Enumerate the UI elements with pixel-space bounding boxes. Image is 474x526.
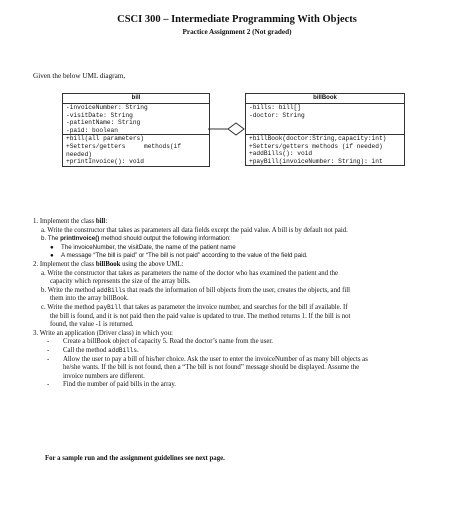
driver-step-cont: invoice numbers are different. xyxy=(63,372,145,380)
bullet-text: The invoiceNumber, the visitDate, the name of the patient name xyxy=(61,243,236,251)
uml-method: +Setters/getters methods(if xyxy=(66,142,182,150)
driver-step xyxy=(33,338,453,347)
uml-attribute: -patientName: String xyxy=(66,119,141,127)
uml-attribute: -bills: bill[] xyxy=(249,104,301,111)
task-2c xyxy=(33,304,453,313)
driver-step-cont: he/she wants. If the bill is not found, then a “The bill is not found” message should be displayed. Assume the xyxy=(63,364,360,372)
task-number: 1. xyxy=(33,218,39,225)
task-2 xyxy=(33,261,453,270)
aggregation-connector xyxy=(208,121,245,137)
dash-marker: - xyxy=(47,338,50,346)
intro-text: Given the below UML diagram, xyxy=(33,72,126,80)
step-text: Find the number of paid bills in the array. xyxy=(63,381,177,389)
uml-methods xyxy=(63,135,209,165)
task-text: b. The xyxy=(41,235,61,243)
driver-step xyxy=(33,347,453,356)
task-number: 3. xyxy=(33,329,39,337)
task-text: using the above UML: xyxy=(120,260,184,268)
footer-note: For a sample run and the assignment guidelines see next page. xyxy=(45,455,225,462)
uml-class-bill xyxy=(62,93,210,167)
uml-attribute: -paid: boolean xyxy=(66,126,118,134)
task-text: Implement the class xyxy=(39,218,96,225)
task-2a-cont: capacity which represents the size of the array bills. xyxy=(50,278,191,286)
uml-attributes xyxy=(63,104,209,135)
task-text: that reads the information of bill objects from the user, creates the objects, and fill xyxy=(125,286,351,294)
task-2b xyxy=(33,287,453,296)
bullet-icon: ● xyxy=(50,252,54,260)
driver-step xyxy=(33,356,453,365)
page-title: CSCI 300 – Intermediate Programming With Objects xyxy=(117,14,357,25)
task-text: method should output the following information: xyxy=(99,235,231,243)
step-text: Call the method xyxy=(63,346,109,354)
method-code: addBills xyxy=(96,286,126,294)
uml-method: +printInvoice(): void xyxy=(66,158,144,166)
dash-marker: - xyxy=(47,381,50,389)
method-name-bold: printInvoice() xyxy=(60,235,100,243)
task-text: : xyxy=(105,218,108,225)
page-subtitle: Practice Assignment 2 (Not graded) xyxy=(182,28,292,36)
dash-marker: - xyxy=(47,346,50,354)
task-text: Implement the class xyxy=(39,260,96,268)
task-3 xyxy=(33,330,453,339)
bullet-text: A message “The bill is paid” or “The bill is not paid” according to the value of the field paid. xyxy=(61,252,308,260)
step-text: . xyxy=(136,346,139,354)
bullet-icon: ● xyxy=(50,243,54,251)
task-2b-cont: them into the array billBook. xyxy=(50,295,129,303)
task-list xyxy=(33,218,453,390)
uml-attribute: -visitDate: String xyxy=(66,111,133,119)
uml-attribute: -invoiceNumber: String xyxy=(66,104,148,111)
uml-method: +bill(all parameters) xyxy=(66,135,144,143)
uml-method: +billBook(doctor:String,capacity:int) xyxy=(249,135,387,142)
uml-class-name: bill xyxy=(63,94,209,104)
task-1b xyxy=(33,235,453,244)
class-name-bold: bill xyxy=(95,218,106,225)
task-text: b. Write the method xyxy=(41,286,97,294)
uml-method: needed) xyxy=(66,150,92,158)
method-code: payBill xyxy=(96,303,122,311)
driver-step xyxy=(33,381,453,390)
task-1a: a. Write the constructor that takes as parameters all data fields except the paid value. A bill is by default not paid. xyxy=(41,226,348,234)
task-text: Write an application (Driver class) in which you: xyxy=(39,329,173,337)
step-text: Allow the user to pay a bill of his/her choice. Ask the user to enter the invoiceNumber of as many bill objects as xyxy=(63,355,368,363)
uml-attribute: -doctor: String xyxy=(249,111,305,119)
step-text: Create a billBook object of capacity 5. Read the doctor’s name from the user. xyxy=(63,338,273,346)
bullet-item xyxy=(33,244,453,253)
dash-marker: - xyxy=(47,355,50,363)
uml-attributes xyxy=(246,104,404,135)
task-2c-cont: the bill is found, and it is not paid then the paid value is updated to true. The method returns 1. If the bill is not xyxy=(50,312,351,320)
uml-class-billbook xyxy=(245,93,405,166)
method-code: addBills xyxy=(108,346,137,354)
task-text: c. Write the method xyxy=(41,303,97,311)
uml-method: +Setters/getters methods (if needed) xyxy=(249,142,383,150)
task-2c-cont: found, the value -1 is returned. xyxy=(50,321,134,329)
task-1 xyxy=(33,218,453,227)
task-2a: a. Write the constructor that takes as parameters the name of the doctor who has examined the patient and the xyxy=(41,269,339,277)
uml-method: +addBills(): void xyxy=(249,150,313,158)
uml-class-name: billBook xyxy=(246,94,404,104)
uml-methods xyxy=(246,135,404,165)
class-name-bold: billBook xyxy=(95,260,121,268)
task-number: 2. xyxy=(33,260,39,268)
task-text: that takes as parameter the invoice number, and searches for the bill if available. If xyxy=(121,303,348,311)
uml-method: +payBill(invoiceNumber: String): int xyxy=(249,157,383,165)
bullet-item xyxy=(33,252,453,261)
